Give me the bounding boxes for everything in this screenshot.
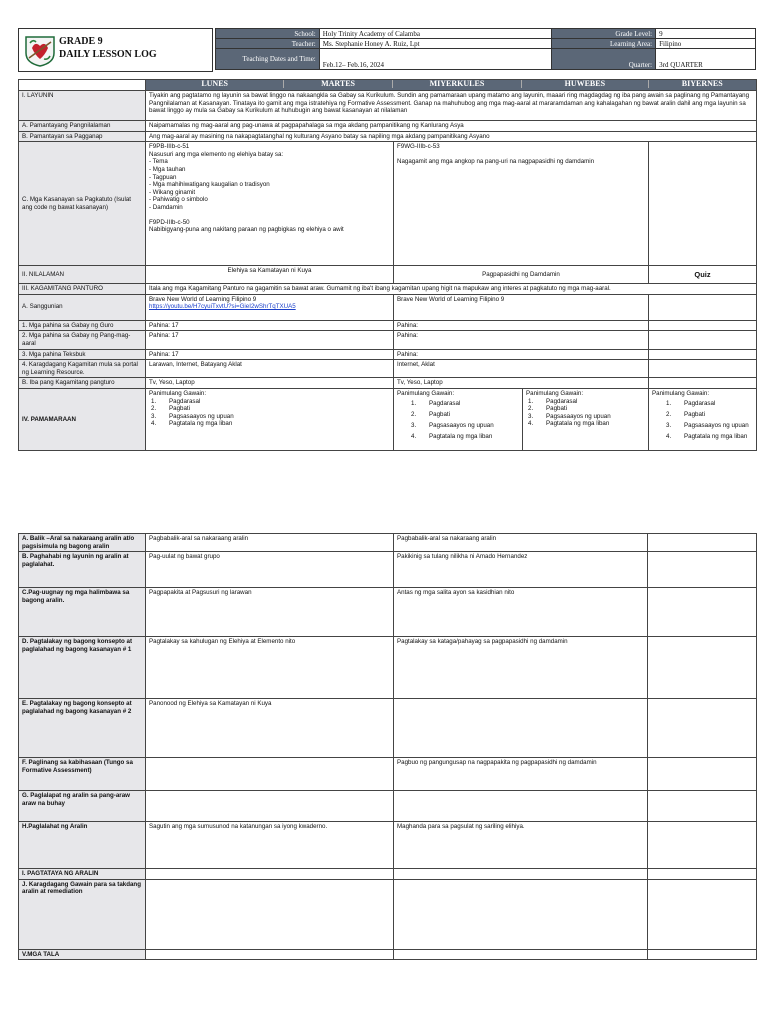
iba-fri	[649, 378, 757, 389]
row-fri	[648, 552, 757, 588]
table-row	[19, 879, 757, 949]
list-item: Pagdarasal	[546, 397, 578, 405]
sanggunian-book: Brave New World of Learning Filipino 9	[149, 295, 257, 303]
row-kagamitan	[19, 284, 757, 295]
row-label: H.Paglalahat ng Aralin	[19, 822, 146, 869]
quarter-value: 3rd QUARTER	[656, 49, 756, 70]
list-num: 1.	[528, 397, 534, 405]
row-pagganap	[19, 131, 757, 142]
dates-label: Teaching Dates and Time:	[216, 49, 320, 70]
row-label: A. Balik –Aral sa nakaraang aralin at/o pagsisimula ng bagong aralin	[19, 534, 146, 552]
nilalaman-label: II. NILALAMAN	[19, 266, 146, 284]
kagamitan-text: Itala ang mga Kagamitang Panturo na gagamitin sa bawat araw. Gumamit ng iba't ibang kagamitan upang higit na mapukaw ang interes at pagkatuto ng mga mag-aaral.	[146, 284, 757, 295]
karag-wed: Internet, Aklat	[394, 360, 649, 378]
dates-value: Feb.12– Feb.16, 2024	[319, 49, 552, 70]
day-miyerkules: MIYERKULES	[393, 80, 522, 88]
list-num: 1.	[411, 399, 417, 407]
pagganap-text: Ang mag-aaral ay masining na nakapagtatanghal ng kulturang Asyano batay sa napiling mga akdang pampanitikang Asyano	[146, 131, 757, 142]
row-karagdagan	[19, 360, 757, 378]
row-sanggunian	[19, 294, 757, 320]
list-item: Pagsasaayos ng upuan	[169, 412, 234, 420]
row-wed	[394, 791, 648, 822]
layunin-label: I. LAYUNIN	[19, 91, 146, 121]
row-wed	[394, 869, 648, 880]
log-title: DAILY LESSON LOG	[59, 49, 157, 60]
table-row	[19, 758, 757, 791]
list-num: 4.	[666, 432, 672, 440]
lesson-table-page1	[18, 79, 757, 451]
row-fri	[648, 791, 757, 822]
row-fri	[648, 699, 757, 758]
list-item: Pagbati	[429, 410, 450, 418]
day-biyernes: BIYERNES	[681, 79, 723, 88]
row-fri	[648, 879, 757, 949]
pang-wed: Pahina:	[394, 331, 649, 349]
kasanayan-label: C. Mga Kasanayan sa Pagkatuto (Isulat ang code ng bawat kasanayan)	[19, 142, 146, 266]
day-header-cells	[146, 80, 757, 91]
row-label: G. Paglalapat ng aralin sa pang-araw araw na buhay	[19, 791, 146, 822]
pang-label: 2. Mga pahina sa Gabay ng Pang-mag-aaral	[19, 331, 146, 349]
guro-wed: Pahina:	[394, 320, 649, 331]
list-item: Pagsasaayos ng upuan	[429, 421, 494, 429]
kasanayan-wed	[394, 142, 649, 266]
teks-label: 3. Mga pahina Teksbuk	[19, 349, 146, 360]
row-wed: Pagbuo ng pangungusap na nagpapakita ng pagpapasidhi ng damdamin	[394, 758, 648, 791]
row-kasanayan	[19, 142, 757, 266]
guro-fri	[649, 320, 757, 331]
nilalaman-fri: Quiz	[649, 266, 757, 284]
list-num: 3.	[528, 412, 534, 420]
row-wed: Pakikinig sa tulang nilikha ni Amado Hernandez	[394, 552, 648, 588]
kasanayan-item: - Pahiwatig o simbolo	[149, 196, 208, 204]
table-row	[19, 822, 757, 869]
pamamaraan-thu	[523, 388, 649, 450]
day-lunes: LUNES	[146, 80, 284, 88]
pamamaraan-wed	[394, 388, 523, 450]
guro-mon: Pahina: 17	[146, 320, 394, 331]
row-mon	[146, 869, 394, 880]
list-item: Pagtatala ng mga liban	[429, 432, 493, 440]
row-label: I. PAGTATAYA NG ARALIN	[19, 869, 146, 880]
row-label: C.Pag-uugnay ng mga halimbawa sa bagong aralin.	[19, 588, 146, 637]
pamamaraan-label: IV. PAMAMARAAN	[19, 388, 146, 450]
learning-area-label: Learning Area:	[552, 39, 656, 49]
row-fri	[648, 637, 757, 699]
row-wed	[394, 699, 648, 758]
kasanayan-intro: Nasusuri ang mga elemento ng elehiya batay sa:	[149, 150, 284, 158]
school-label: School:	[216, 29, 320, 39]
quarter-label: Quarter:	[552, 49, 656, 70]
pangnilalaman-text: Naipamamalas ng mag-aaral ang pag-unawa at pagpapahalaga sa mga akdang pampanitikang ng Kanlurang Asya	[146, 121, 757, 132]
grade-level-value: 9	[656, 29, 756, 39]
teacher-label: Teacher:	[216, 39, 320, 49]
row-mon	[146, 791, 394, 822]
list-num: 2.	[666, 410, 672, 418]
table-row	[19, 949, 757, 960]
day-header-row	[19, 80, 757, 91]
list-num: 4.	[151, 420, 157, 428]
row-pang-mag-aaral	[19, 331, 757, 349]
list-item: Pagdarasal	[169, 397, 201, 405]
karag-mon: Larawan, Internet, Batayang Aklat	[146, 360, 394, 378]
row-fri	[648, 869, 757, 880]
table-row	[19, 699, 757, 758]
row-wed: Antas ng mga salita ayon sa kasidhian nito	[394, 588, 648, 637]
list-num: 4.	[528, 420, 534, 428]
kasanayan-item: - Damdamin	[149, 203, 183, 211]
list-item: Pagdarasal	[684, 399, 716, 407]
guro-label: 1. Mga pahina sa Gabay ng Guro	[19, 320, 146, 331]
row-pangnilalaman	[19, 121, 757, 132]
kagamitan-label: III. KAGAMITANG PANTURO	[19, 284, 146, 295]
row-mon: Pagtalakay sa kahulugan ng Elehiya at Elemento nito	[146, 637, 394, 699]
row-label: V.MGA TALA	[19, 949, 146, 960]
kasanayan-text2: Nabibigyang-puna ang nakitang paraan ng pagbigkas ng elehiya o awit	[149, 226, 344, 234]
list-item: Pagtatala ng mga liban	[169, 420, 233, 428]
list-num: 2.	[411, 410, 417, 418]
school-value: Holy Trinity Academy of Calamba	[319, 29, 552, 39]
panimula-title: Panimulang Gawain:	[526, 389, 584, 397]
list-num: 4.	[411, 432, 417, 440]
iba-mon: Tv, Yeso, Laptop	[146, 378, 394, 389]
panimula-title: Panimulang Gawain:	[149, 389, 207, 397]
table-row	[19, 869, 757, 880]
grade-level-label: Grade Level:	[552, 29, 656, 39]
panimula-title: Panimulang Gawain:	[397, 389, 455, 397]
pang-mon: Pahina: 17	[146, 331, 394, 349]
teacher-value: Ms. Stephanie Honey A. Ruiz, Lpt	[319, 39, 552, 49]
pang-fri	[649, 331, 757, 349]
grade-label: GRADE 9	[59, 36, 103, 47]
row-teksbuk	[19, 349, 757, 360]
row-fri	[648, 758, 757, 791]
grade-title	[59, 35, 157, 61]
day-martes: MARTES	[284, 80, 392, 88]
row-guro	[19, 320, 757, 331]
list-item: Pagbati	[684, 410, 705, 418]
row-mon: Sagutin ang mga sumusunod na katanungan sa iyong kwaderno.	[146, 822, 394, 869]
kasanayan-item: - Mga mahihiwatigang kaugalian o tradisyon	[149, 181, 270, 189]
sanggunian-mon	[146, 294, 394, 320]
pamamaraan-fri	[649, 388, 757, 450]
kasanayan-wed-code: F9WG-IIIb-c-53	[397, 143, 440, 151]
row-pamamaraan	[19, 388, 757, 450]
kasanayan-fri	[649, 142, 757, 266]
lesson-log-header	[18, 28, 756, 72]
teks-mon: Pahina: 17	[146, 349, 394, 360]
row-mon: Pag-uulat ng bawat grupo	[146, 552, 394, 588]
row-label: F. Paglinang sa kabihasaan (Tungo sa Formative Assessment)	[19, 758, 146, 791]
kasanayan-code1: F9PB-IIIb-c-51	[149, 143, 190, 151]
table-row	[19, 534, 757, 552]
kasanayan-item: - Wikang ginamit	[149, 188, 196, 196]
sanggunian-link[interactable]: https://youtu.be/H7cyuiTxvtU?si=GieI2wShrTqTXUA5	[149, 303, 296, 311]
table-row	[19, 791, 757, 822]
row-fri	[648, 822, 757, 869]
pagganap-label: B. Pamantayan sa Pagganap	[19, 131, 146, 142]
header-info-table	[215, 28, 756, 70]
row-mon	[146, 949, 394, 960]
row-fri	[648, 534, 757, 552]
list-num: 3.	[411, 421, 417, 429]
kasanayan-item: - Mga tauhan	[149, 165, 186, 173]
learning-area-value: Filipino	[656, 39, 756, 49]
list-num: 1.	[666, 399, 672, 407]
list-item: Pagdarasal	[429, 399, 461, 407]
row-wed: Maghanda para sa pagsulat ng sariling elihiya.	[394, 822, 648, 869]
lesson-table-page2	[18, 533, 757, 960]
list-num: 1.	[151, 397, 157, 405]
list-item: Pagsasaayos ng upuan	[684, 421, 749, 429]
list-num: 3.	[666, 421, 672, 429]
teks-fri	[649, 349, 757, 360]
kasanayan-item: - Tagpuan	[149, 173, 177, 181]
row-mon: Pagpapakita at Pagsusuri ng larawan	[146, 588, 394, 637]
karag-fri	[649, 360, 757, 378]
row-nilalaman	[19, 266, 757, 284]
table-row	[19, 637, 757, 699]
title-box	[18, 28, 213, 72]
nilalaman-wed: Pagpapasidhi ng Damdamin	[394, 266, 649, 284]
sanggunian-fri	[649, 294, 757, 320]
row-iba	[19, 378, 757, 389]
list-item: Pagbati	[546, 405, 567, 413]
row-fri	[648, 949, 757, 960]
layunin-text: Tiyakin ang pagtatamo ng layunin sa bawat linggo na nakaangkla sa Gabay sa Kurikulum. Sundin ang pamamaraan upang matamo ang layunin, maaari ring magdagdag ng iba pang awain sa paglinang ng Pamantayang Pangnilalaman at Kasanayan. Tinataya ito gamit ang mga istratehiya ng Formative Assessment. Ganap na mahuhubog ang mga mag-aaral at mararamdaman ang kahalagahan ng bawat aralin dahil ang mga layunin sa bawat linggo ay mula sa Gabay sa Kurikulum at huhubugin ang bawat kasanayan at nilalaman	[146, 91, 757, 121]
table-row	[19, 552, 757, 588]
row-label: E. Pagtalakay ng bagong konsepto at paglalahad ng bagong kasanayan # 2	[19, 699, 146, 758]
list-num: 2.	[151, 405, 157, 413]
day-header-empty	[19, 80, 146, 91]
nilalaman-mon: Elehiya sa Kamatayan ni Kuya	[146, 266, 394, 284]
row-mon: Pagbabalik-aral sa nakaraang aralin	[146, 534, 394, 552]
list-item: Pagbati	[169, 405, 190, 413]
row-label: J. Karagdagang Gawain para sa takdang aralin at remediation	[19, 879, 146, 949]
iba-label: B. Iba pang Kagamitang pangturo	[19, 378, 146, 389]
row-wed: Pagbabalik-aral sa nakaraang aralin	[394, 534, 648, 552]
karag-label: 4. Karagdagang Kagamitan mula sa portal ng Learning Resource.	[19, 360, 146, 378]
sanggunian-label: A. Sanggunian	[19, 294, 146, 320]
row-mon	[146, 758, 394, 791]
list-item: Pagsasaayos ng upuan	[546, 412, 611, 420]
school-logo	[23, 33, 57, 67]
list-num: 2.	[528, 405, 534, 413]
sanggunian-wed: Brave New World of Learning Filipino 9	[394, 294, 649, 320]
pamamaraan-mon	[146, 388, 394, 450]
row-wed	[394, 949, 648, 960]
kasanayan-code2: F9PD-IIIb-c-50	[149, 218, 190, 226]
row-wed	[394, 879, 648, 949]
kasanayan-mon	[146, 142, 394, 266]
row-layunin	[19, 91, 757, 121]
panimula-title: Panimulang Gawain:	[652, 389, 710, 397]
day-huwebes: HUWEBES	[522, 80, 648, 88]
row-wed: Pagtalakay sa kataga/pahayag sa pagpapasidhi ng damdamin	[394, 637, 648, 699]
list-item: Pagtatala ng mga liban	[546, 420, 610, 428]
teks-wed: Pahina:	[394, 349, 649, 360]
pangnilalaman-label: A. Pamantayang Pangnilalaman	[19, 121, 146, 132]
row-fri	[648, 588, 757, 637]
kasanayan-wed-text: Nagagamit ang mga angkop na pang-uri na nagpapasidhi ng damdamin	[397, 157, 595, 165]
row-label: D. Pagtalakay ng bagong konsepto at paglalahad ng bagong kasanayan # 1	[19, 637, 146, 699]
row-mon	[146, 879, 394, 949]
list-item: Pagtatala ng mga liban	[684, 432, 748, 440]
row-mon: Panonood ng Elehiya sa Kamatayan ni Kuya	[146, 699, 394, 758]
kasanayan-item: - Tema	[149, 158, 168, 166]
row-label: B. Paghahabi ng layunin ng aralin at paglalahat.	[19, 552, 146, 588]
iba-wed: Tv, Yeso, Laptop	[394, 378, 649, 389]
table-row	[19, 588, 757, 637]
list-num: 3.	[151, 412, 157, 420]
